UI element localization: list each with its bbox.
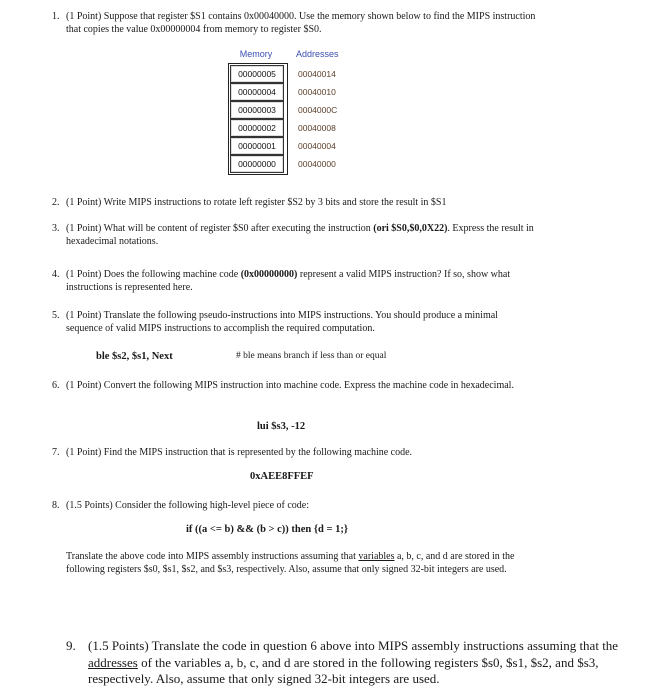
question-number: 5. (52, 310, 60, 321)
pseudo-instruction-comment: # ble means branch if less than or equal (236, 351, 387, 361)
question-number: 3. (52, 223, 60, 234)
machine-code: 0xAEE8FFEF (250, 471, 314, 482)
question-text: (1 Point) What will be content of register $S0 after executing the instruction (66, 223, 374, 234)
memory-header (228, 45, 358, 63)
memory-label: Memory (239, 49, 273, 59)
pseudo-instruction: ble $s2, $s1, Next (96, 351, 173, 362)
machine-code: (0x00000000) (240, 269, 298, 280)
memory-address: 00040010 (298, 87, 336, 97)
address-row (298, 119, 337, 137)
underlined-word: addresses (88, 654, 138, 670)
memory-value: 00000001 (230, 137, 284, 155)
memory-row (230, 65, 286, 83)
memory-value: 00000003 (230, 101, 284, 119)
memory-row (230, 83, 286, 101)
address-row (298, 155, 337, 173)
high-level-code: if ((a <= b) && (b > c)) then {d = 1;} (186, 524, 348, 535)
memory-address: 00040000 (298, 159, 336, 169)
addresses-label: Addresses (296, 49, 339, 59)
question-2 (52, 196, 536, 209)
memory-address: 00040008 (298, 123, 336, 133)
address-column (298, 65, 337, 173)
memory-row (230, 101, 286, 119)
memory-row (230, 119, 286, 137)
paragraph-text: Translate the above code into MIPS assembly instructions assuming that (66, 551, 359, 562)
memory-value: 00000004 (230, 83, 284, 101)
question-number: 2. (52, 197, 60, 208)
question-6 (52, 379, 536, 392)
question-text-end: . Express the result in hexadecimal notations. (66, 223, 534, 247)
memory-value: 00000005 (230, 65, 284, 83)
question-text-end: represent a valid MIPS instruction? If so, show what instructions is represented here. (66, 269, 511, 293)
address-row (298, 137, 337, 155)
memory-table (228, 45, 358, 175)
question-number: 6. (52, 380, 60, 391)
question-number: 8. (52, 500, 60, 511)
memory-cells (228, 63, 288, 175)
paragraph-text-end: a, b, c, and d are stored in the following registers $s0, $s1, $s2, and $s3, respectively. Also, assume that only signed 32-bit integers are used. (66, 551, 515, 575)
question-text: (1.5 Points) Consider the following high-level piece of code: (66, 500, 310, 511)
question-number: 4. (52, 269, 60, 280)
address-row (298, 101, 337, 119)
question-text-end: of the variables a, b, c, and d are stored in the following registers $s0, $s1, $s2, and $s3, respectively. Also, assume that only signed 32-bit integers are used. (88, 654, 599, 686)
memory-address: 00040004 (298, 141, 336, 151)
question-text: (1 Point) Find the MIPS instruction that is represented by the following machine code. (66, 447, 413, 458)
memory-value: 00000002 (230, 119, 284, 137)
address-row (298, 83, 337, 101)
memory-row (230, 137, 286, 155)
memory-value: 00000000 (230, 155, 284, 173)
question-text: (1 Point) Translate the following pseudo-instructions into MIPS instructions. You should produce a minimal sequence of valid MIPS instructions to accomplish the required computation. (66, 310, 498, 334)
address-row (298, 65, 337, 83)
mips-instruction: lui $s3, -12 (257, 421, 306, 432)
memory-address: 00040014 (298, 69, 336, 79)
memory-address: 0004000C (298, 105, 338, 115)
question-text: (1 Point) Write MIPS instructions to rotate left register $S2 by 3 bits and store the result in $S1 (66, 197, 447, 208)
question-text: (1.5 Points) Translate the code in question 6 above into MIPS assembly instructions assuming that the (88, 638, 619, 653)
question-text: (1 Point) Does the following machine code (66, 269, 241, 280)
question-text: (1 Point) Suppose that register $S1 contains 0x00040000. Use the memory shown below to find the MIPS instruction that copies the value 0x00000004 from memory to register $S0. (66, 11, 536, 35)
underlined-word: variables (358, 551, 395, 562)
question-5 (52, 309, 536, 335)
question-4 (52, 268, 536, 294)
question-number: 7. (52, 447, 60, 458)
question-text: (1 Point) Convert the following MIPS instruction into machine code. Express the machine code in hexadecimal. (66, 380, 514, 391)
question-7 (52, 446, 536, 459)
question-number: 1. (52, 11, 60, 22)
question-3 (52, 222, 536, 248)
instruction-code: (ori $S0,$0,0X22) (373, 223, 448, 234)
question-number: 9. (66, 638, 76, 653)
question-1 (52, 10, 536, 36)
question-8-paragraph (66, 550, 536, 576)
question-8 (52, 499, 536, 512)
question-9 (66, 638, 636, 688)
memory-row (230, 155, 286, 173)
